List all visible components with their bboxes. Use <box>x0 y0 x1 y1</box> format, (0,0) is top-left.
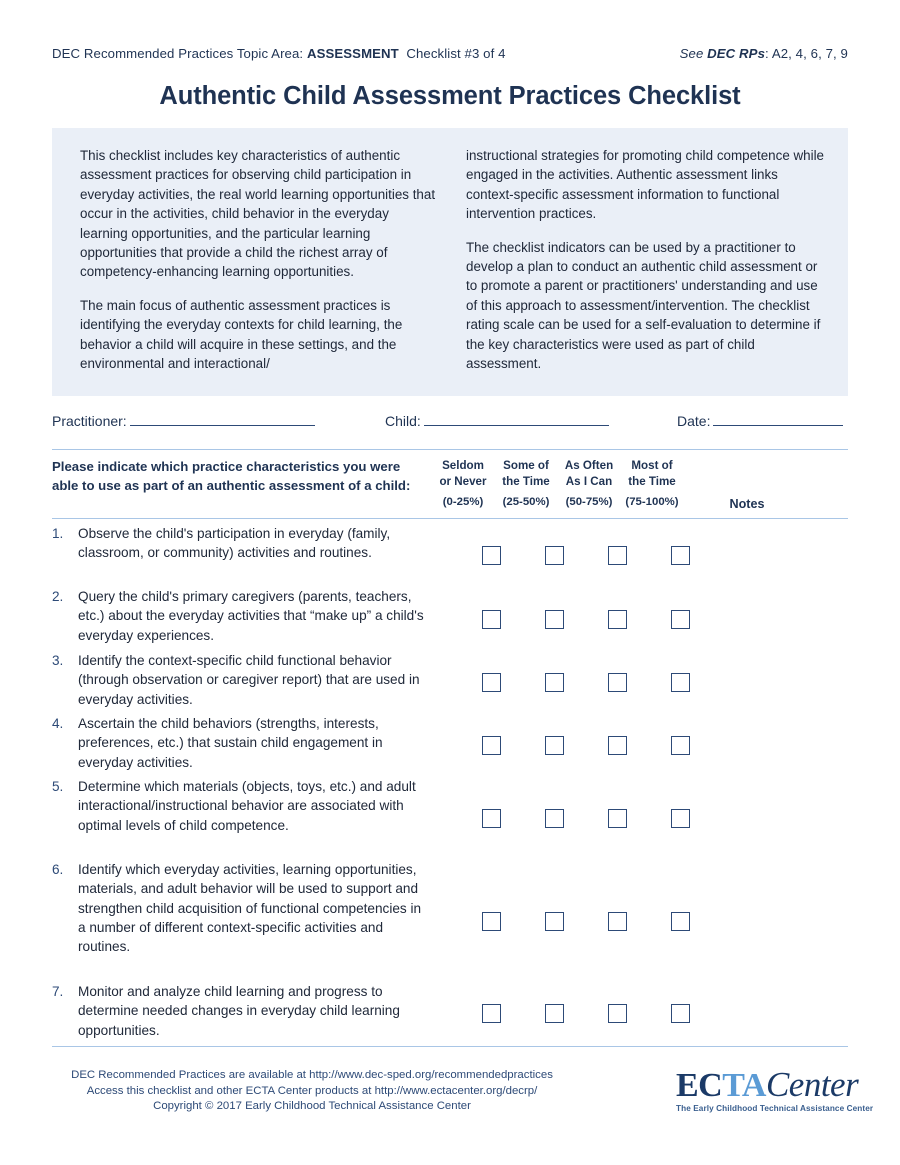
column-header-line2: the Time <box>502 474 550 488</box>
header-dec-rps-label: DEC RPs <box>707 46 766 61</box>
rating-checkbox-seldom-or-never[interactable] <box>482 736 501 755</box>
checklist-item <box>52 714 848 777</box>
item-rating-boxes <box>424 587 714 651</box>
item-rating-boxes <box>424 651 714 714</box>
logo-ta-text: TA <box>722 1067 766 1104</box>
rating-checkbox-seldom-or-never[interactable] <box>482 1004 501 1023</box>
header-checklist-number: Checklist #3 of 4 <box>406 46 506 61</box>
column-header-line2: As I Can <box>565 474 613 488</box>
checklist-item <box>52 651 848 714</box>
table-prompt: Please indicate which practice characteristics you were able to use as part of an authentic assessment of a child: <box>52 459 411 493</box>
column-header-some-of-the-time <box>493 458 559 511</box>
item-text: Query the child's primary caregivers (parents, teachers, etc.) about the everyday activities that “make up” a child's everyday experiences. <box>78 589 424 643</box>
item-number: 6. <box>52 862 64 877</box>
rating-checkbox-most-of-the-time[interactable] <box>671 1004 690 1023</box>
column-header-line1: Seldom <box>442 459 484 472</box>
footer-line-dec-url: DEC Recommended Practices are available at http://www.dec-sped.org/recommendedpractices <box>71 1069 553 1081</box>
header-see-label: See <box>679 46 704 61</box>
item-number: 4. <box>52 716 64 731</box>
rating-checkbox-most-of-the-time[interactable] <box>671 546 690 565</box>
header-dec-rps-values: : A2, 4, 6, 7, 9 <box>765 46 848 61</box>
form-fields-row <box>52 412 848 438</box>
checklist-item <box>52 524 848 587</box>
checklist-item <box>52 860 848 982</box>
item-number: 1. <box>52 526 64 541</box>
intro-panel <box>52 128 848 396</box>
rating-checkbox-some-of-the-time[interactable] <box>545 736 564 755</box>
intro-paragraph: This checklist includes key characteristics of authentic assessment practices for observing child participation in everyday activities, the real world learning opportunities that occur in the activities, child behavior in the everyday learning opportunities, and the particular learning opportunities that provide a child the richest array of competency-enhancing learning opportunities. <box>80 148 436 280</box>
column-header-most-of-the-time <box>619 458 685 511</box>
rating-checkbox-as-often-as-i-can[interactable] <box>608 546 627 565</box>
logo-tagline: The Early Childhood Technical Assistance Center <box>676 1104 874 1113</box>
intro-paragraph: The main focus of authentic assessment practices is identifying the everyday contexts for child learning, the behavior a child will acquire in these settings, and the environmental and interactional/ <box>80 297 403 372</box>
column-header-line2: the Time <box>628 474 676 488</box>
checklist-item <box>52 982 848 1044</box>
intro-column-left <box>80 146 438 382</box>
table-top-divider <box>52 449 848 450</box>
column-header-range: (75-100%) <box>625 496 679 509</box>
rating-checkbox-some-of-the-time[interactable] <box>545 546 564 565</box>
header-topic-line <box>52 46 506 61</box>
column-header-line1: Some of <box>503 459 549 472</box>
rating-checkbox-as-often-as-i-can[interactable] <box>608 912 627 931</box>
rating-checkbox-some-of-the-time[interactable] <box>545 673 564 692</box>
footer-line-ecta-url: Access this checklist and other ECTA Center products at http://www.ectacenter.org/decrp/ <box>86 1084 538 1097</box>
rating-checkbox-seldom-or-never[interactable] <box>482 673 501 692</box>
item-text: Ascertain the child behaviors (strengths, interests, preferences, etc.) that sustain child engagement in everyday activities. <box>78 716 383 770</box>
rating-checkbox-seldom-or-never[interactable] <box>482 610 501 629</box>
header-left-prefix: DEC Recommended Practices Topic Area: <box>52 46 304 61</box>
logo-center-text: Center <box>765 1065 859 1104</box>
intro-paragraph: The checklist indicators can be used by a practitioner to develop a plan to conduct an authentic child assessment or to promote a parent or practitioners' understanding and use of this approach to assessment/intervention. The checklist rating scale can be used for a self-evaluation to determine if the key characteristics were used as part of child assessment. <box>466 239 821 372</box>
footer-line-copyright: Copyright © 2017 Early Childhood Technical Assistance Center <box>153 1100 471 1113</box>
item-rating-boxes <box>424 860 714 982</box>
child-input[interactable] <box>424 412 609 426</box>
date-label: Date: <box>677 413 711 429</box>
item-text: Identify which everyday activities, learning opportunities, materials, and adult behavior will be used to support and strengthen child acquisition of functional competencies in a number of different context-specific activities and routines. <box>78 862 422 955</box>
rating-checkbox-some-of-the-time[interactable] <box>545 809 564 828</box>
logo-wordmark <box>676 1065 859 1104</box>
intro-column-right <box>466 146 824 382</box>
item-rating-boxes <box>424 982 714 1044</box>
column-header-line1: As Often <box>564 459 614 472</box>
date-input[interactable] <box>713 412 843 426</box>
rating-checkbox-seldom-or-never[interactable] <box>482 809 501 828</box>
column-header-as-often-as-i-can <box>556 458 622 511</box>
rating-checkbox-some-of-the-time[interactable] <box>545 1004 564 1023</box>
column-header-seldom-or-never <box>430 458 496 511</box>
rating-checkbox-most-of-the-time[interactable] <box>671 809 690 828</box>
ecta-center-logo <box>676 1065 874 1118</box>
checklist-item <box>52 777 848 860</box>
practitioner-label: Practitioner: <box>52 413 127 429</box>
item-rating-boxes <box>424 714 714 777</box>
child-field[interactable] <box>385 412 609 429</box>
rating-checkbox-as-often-as-i-can[interactable] <box>608 809 627 828</box>
rating-checkbox-some-of-the-time[interactable] <box>545 912 564 931</box>
footer-divider <box>52 1046 848 1047</box>
column-header-line1: Most of <box>631 459 673 472</box>
practitioner-input[interactable] <box>130 412 315 426</box>
rating-checkbox-seldom-or-never[interactable] <box>482 912 501 931</box>
column-header-notes: Notes <box>729 497 765 511</box>
column-header-range: (50-75%) <box>565 496 613 509</box>
column-header-range: (25-50%) <box>502 496 550 509</box>
rating-checkbox-seldom-or-never[interactable] <box>482 546 501 565</box>
header-dec-rps-line <box>680 46 848 61</box>
page-title: Authentic Child Assessment Practices Checklist <box>159 82 741 110</box>
item-number: 5. <box>52 779 64 794</box>
item-text: Identify the context-specific child functional behavior (through observation or caregiver report) that are used in everyday activities. <box>78 653 420 707</box>
rating-checkbox-as-often-as-i-can[interactable] <box>608 673 627 692</box>
header-topic-area: ASSESSMENT <box>306 46 399 61</box>
checklist-item <box>52 587 848 651</box>
rating-checkbox-most-of-the-time[interactable] <box>671 912 690 931</box>
practitioner-field[interactable] <box>52 412 315 429</box>
checklist-items <box>52 524 848 1044</box>
rating-checkbox-most-of-the-time[interactable] <box>671 736 690 755</box>
rating-checkbox-as-often-as-i-can[interactable] <box>608 1004 627 1023</box>
rating-checkbox-as-often-as-i-can[interactable] <box>608 610 627 629</box>
table-header <box>52 456 848 516</box>
column-header-range: (0-25%) <box>442 496 484 509</box>
logo-ec-text: EC <box>676 1067 723 1104</box>
child-label: Child: <box>385 413 421 429</box>
intro-paragraph: instructional strategies for promoting child competence while engaged in the activities. Authentic assessment links context-specific assessment information to functional intervention practices. <box>466 148 825 222</box>
item-text: Determine which materials (objects, toys, etc.) and adult interactional/instructional behavior are associated with optimal levels of child competence. <box>78 779 416 833</box>
item-number: 7. <box>52 984 64 999</box>
rating-checkbox-most-of-the-time[interactable] <box>671 610 690 629</box>
table-header-divider <box>52 518 848 519</box>
column-header-line2: or Never <box>439 474 487 488</box>
item-number: 2. <box>52 589 64 604</box>
item-text: Observe the child's participation in everyday (family, classroom, or community) activities and routines. <box>78 526 391 561</box>
rating-checkbox-as-often-as-i-can[interactable] <box>608 736 627 755</box>
item-number: 3. <box>52 653 64 668</box>
date-field[interactable] <box>677 412 843 429</box>
footer-text <box>52 1068 572 1115</box>
item-text: Monitor and analyze child learning and progress to determine needed changes in everyday child learning opportunities. <box>78 984 400 1038</box>
item-rating-boxes <box>424 524 714 587</box>
rating-checkbox-most-of-the-time[interactable] <box>671 673 690 692</box>
rating-checkbox-some-of-the-time[interactable] <box>545 610 564 629</box>
item-rating-boxes <box>424 777 714 860</box>
document-header <box>52 46 848 61</box>
